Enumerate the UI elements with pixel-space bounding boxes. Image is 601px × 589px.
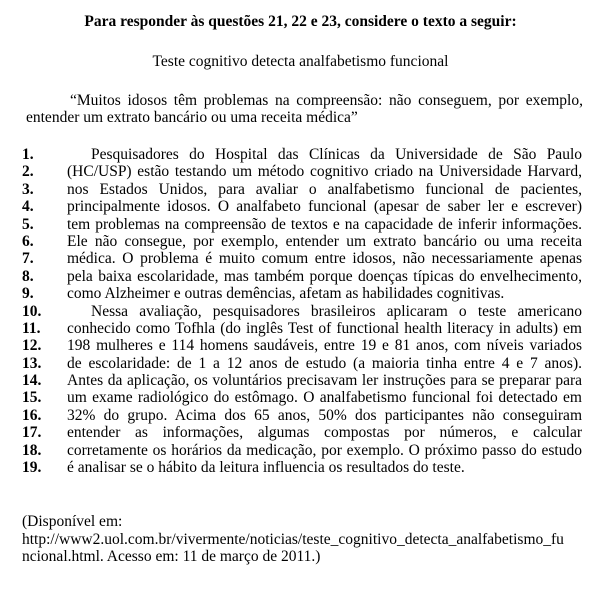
line-number: 2. [22,163,34,181]
text-line [0,407,601,424]
text-line [0,389,601,406]
line-text: entender as informações, algumas compostas por números, e calcular [67,424,582,442]
source-url-link[interactable]: http://www2.uol.com.br/vivermente/noticias/teste_cognitivo_detecta_analfabetismo_fu [22,530,564,548]
line-number: 5. [22,215,34,233]
line-number: 3. [22,180,34,198]
source-citation [22,513,584,566]
text-title: Teste cognitivo detecta analfabetismo funcional [152,53,449,70]
line-text: nos Estados Unidos, para avaliar o analfabetismo funcional de pacientes, [67,180,582,198]
line-text: Nessa avaliação, pesquisadores brasileiros aplicaram o teste americano [91,302,582,320]
line-text: corretamente os horários da medicação, por exemplo. O próximo passo do estudo [67,441,582,459]
text-line [0,181,601,198]
line-number: 10. [22,302,42,320]
line-text: tem problemas na compreensão de textos e na capacidade de inferir informações. [67,215,582,233]
line-number: 19. [22,459,42,477]
line-number: 11. [22,319,41,337]
text-line [0,459,601,476]
line-text: é analisar se o hábito da leitura influencia os resultados do teste. [67,459,465,477]
line-number: 16. [22,406,42,424]
line-number: 13. [22,354,42,372]
line-text: como Alzheimer e outras demências, afetam as habilidades cognitivas. [67,285,505,303]
line-number: 8. [22,267,34,285]
source-line: ncional.html. Acesso em: 11 de março de 2011.) [22,548,321,565]
numbered-text [0,146,601,476]
text-line [0,337,601,354]
line-number: 18. [22,441,42,459]
epigraph-quote: “Muitos idosos têm problemas na compreensão: não conseguem, por exemplo, entender um extrato bancário ou uma receita médica” [26,92,583,126]
text-line [0,320,601,337]
line-text: Pesquisadores do Hospital das Clínicas da Universidade de São Paulo [91,146,582,163]
text-line [0,198,601,215]
text-line [0,250,601,267]
line-number: 7. [22,250,34,268]
text-line [0,163,601,180]
text-line [0,424,601,441]
line-text: Ele não consegue, por exemplo, entender um extrato bancário ou uma receita [67,232,582,250]
instruction-heading: Para responder às questões 21, 22 e 23, considere o texto a seguir: [84,13,517,30]
line-text: conhecido como Tofhla (do inglês Test of functional health literacy in adults) em [67,319,582,337]
text-line [0,268,601,285]
line-text: principalmente idosos. O analfabeto funcional (apesar de saber ler e escrever) [67,198,582,216]
line-number: 15. [22,389,42,407]
text-line [0,285,601,302]
line-text: (HC/USP) estão testando um método cognitivo criado na Universidade Harvard, [67,163,582,181]
line-number: 4. [22,198,34,216]
line-text: de escolaridade: de 1 a 12 anos de estudo (a maioria tinha entre 4 e 7 anos). [67,354,582,372]
line-number: 1. [22,146,34,163]
source-line: (Disponível em: [22,513,123,530]
text-line [0,355,601,372]
line-number: 6. [22,232,34,250]
line-text: 32% do grupo. Acima dos 65 anos, 50% dos participantes não conseguiram [67,406,582,424]
text-line [0,442,601,459]
line-text: pela baixa escolaridade, mas também porque doenças típicas do envelhecimento, [67,267,582,285]
text-line [0,372,601,389]
line-text: Antes da aplicação, os voluntários precisavam ler instruções para se preparar para [67,372,582,390]
text-line [0,146,601,163]
line-text: médica. O problema é muito comum entre idosos, não necessariamente apenas [67,250,582,268]
line-number: 14. [22,372,42,390]
line-number: 17. [22,424,42,442]
text-line [0,216,601,233]
line-text: 198 mulheres e 114 homens saudáveis, entre 19 e 81 anos, com níveis variados [67,337,582,355]
text-line [0,233,601,250]
line-number: 9. [22,285,34,303]
text-line [0,303,601,320]
line-text: um exame radiológico do estômago. O analfabetismo funcional foi detectado em [67,389,582,407]
line-number: 12. [22,337,42,355]
